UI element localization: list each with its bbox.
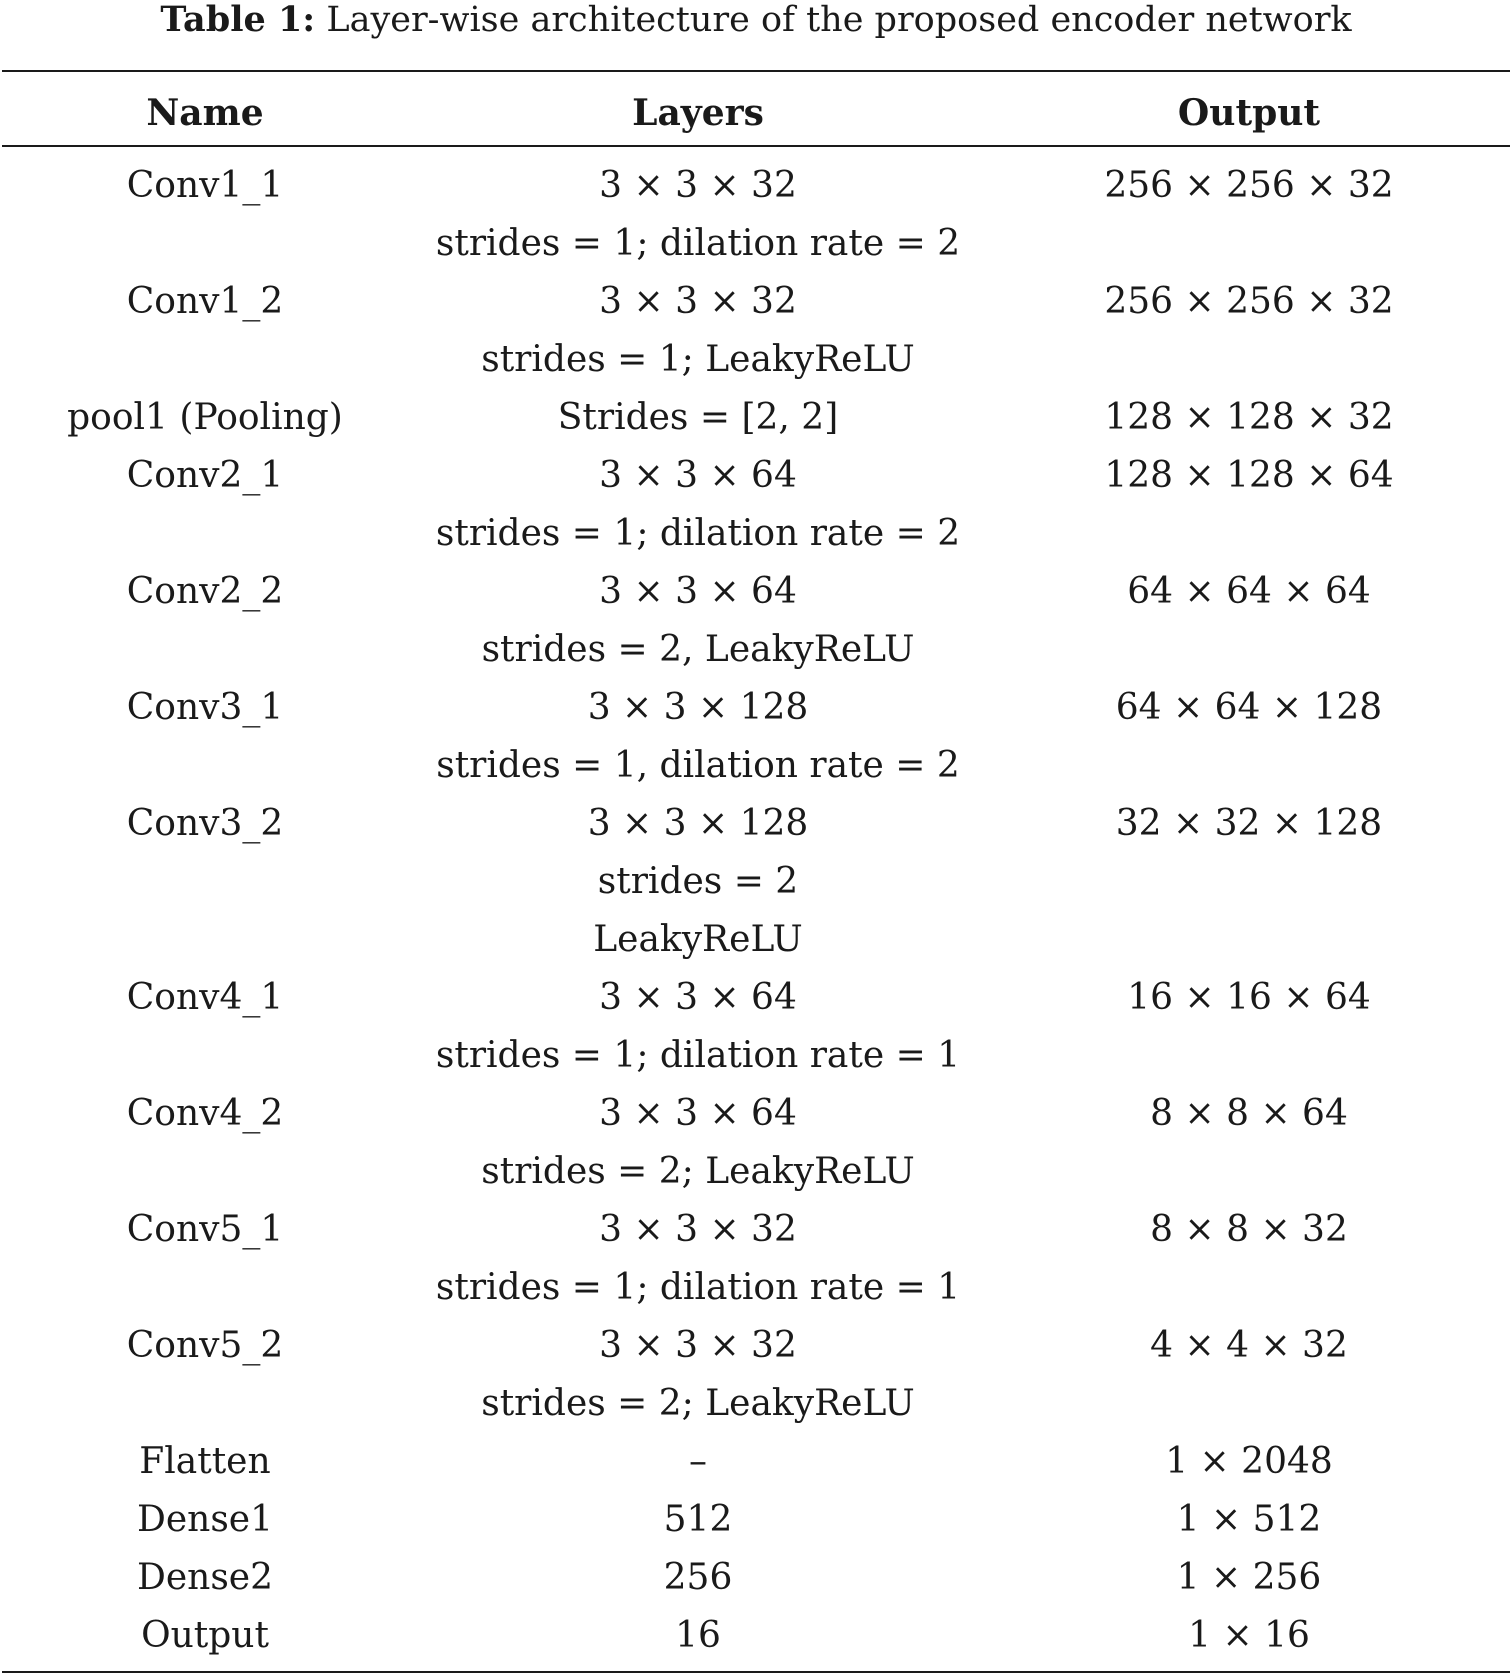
cell-name: Dense1 <box>136 1499 274 1540</box>
table-row <box>0 1201 1512 1317</box>
header-layers: Layers <box>632 92 764 134</box>
layer-spec-line: 3 × 3 × 64 <box>599 977 797 1018</box>
cell-name: pool1 (Pooling) <box>67 397 343 438</box>
table-row <box>0 1085 1512 1201</box>
cell-name: Conv3_2 <box>126 803 284 844</box>
cell-layers <box>410 273 986 389</box>
cell-layers <box>410 969 986 1085</box>
cell-output: 8 × 8 × 32 <box>1150 1209 1348 1250</box>
cell-name: Flatten <box>139 1441 271 1482</box>
cell-name: Conv1_1 <box>126 165 284 206</box>
cell-layers <box>410 157 986 273</box>
layer-spec-line: strides = 2; LeakyReLU <box>481 1151 915 1192</box>
cell-name: Conv5_2 <box>126 1325 284 1366</box>
layer-spec-line: Strides = [2, 2] <box>557 397 839 438</box>
cell-layers <box>410 1201 986 1317</box>
cell-output: 128 × 128 × 32 <box>1104 397 1394 438</box>
bottom-rule <box>2 1671 1510 1673</box>
layer-spec-line: 3 × 3 × 128 <box>587 687 809 728</box>
cell-layers <box>410 1317 986 1433</box>
layer-spec-line: LeakyReLU <box>593 919 803 960</box>
cell-output: 32 × 32 × 128 <box>1115 803 1383 844</box>
layer-spec-line: 3 × 3 × 64 <box>599 455 797 496</box>
cell-output: 16 × 16 × 64 <box>1127 977 1371 1018</box>
cell-output: 128 × 128 × 64 <box>1104 455 1394 496</box>
table-caption <box>0 0 1512 40</box>
cell-layers <box>410 563 986 679</box>
cell-output: 64 × 64 × 64 <box>1127 571 1371 612</box>
cell-output: 4 × 4 × 32 <box>1150 1325 1348 1366</box>
cell-layers <box>410 1433 986 1491</box>
cell-output: 256 × 256 × 32 <box>1104 165 1394 206</box>
layer-spec-line: strides = 1; dilation rate = 2 <box>435 223 961 264</box>
table-row <box>0 1491 1512 1549</box>
cell-output: 64 × 64 × 128 <box>1115 687 1383 728</box>
table-row <box>0 1607 1512 1665</box>
layer-spec-line: 3 × 3 × 64 <box>599 571 797 612</box>
cell-name: Conv4_2 <box>126 1093 284 1134</box>
cell-output: 256 × 256 × 32 <box>1104 281 1394 322</box>
cell-layers <box>410 447 986 563</box>
cell-output: 1 × 2048 <box>1165 1441 1333 1482</box>
table-row <box>0 1433 1512 1491</box>
layer-spec-line: 512 <box>663 1499 733 1540</box>
layer-spec-line: strides = 1; dilation rate = 2 <box>435 513 961 554</box>
top-rule <box>2 70 1510 72</box>
table-row <box>0 679 1512 795</box>
layer-spec-line: 16 <box>675 1615 721 1656</box>
layer-spec-line: strides = 1, dilation rate = 2 <box>436 745 960 786</box>
caption-text: Layer-wise architecture of the proposed encoder network <box>315 0 1352 40</box>
header-output: Output <box>1177 92 1321 134</box>
table-row <box>0 273 1512 389</box>
cell-name: Conv4_1 <box>126 977 284 1018</box>
cell-name: Conv1_2 <box>126 281 284 322</box>
layer-spec-line: 3 × 3 × 32 <box>599 1209 797 1250</box>
layer-spec-line: 256 <box>663 1557 733 1598</box>
cell-name: Conv2_1 <box>126 455 284 496</box>
table-row <box>0 969 1512 1085</box>
layer-spec-line: strides = 2, LeakyReLU <box>481 629 915 670</box>
cell-layers <box>410 679 986 795</box>
cell-name: Dense2 <box>136 1557 274 1598</box>
layer-spec-line: strides = 1; LeakyReLU <box>481 339 915 380</box>
cell-name: Conv2_2 <box>126 571 284 612</box>
cell-output: 8 × 8 × 64 <box>1150 1093 1348 1134</box>
layer-spec-line: 3 × 3 × 32 <box>599 1325 797 1366</box>
layer-spec-line: 3 × 3 × 32 <box>599 281 797 322</box>
cell-name: Conv3_1 <box>126 687 284 728</box>
cell-layers <box>410 1549 986 1607</box>
layer-spec-line: strides = 2; LeakyReLU <box>481 1383 915 1424</box>
table-row <box>0 563 1512 679</box>
table-row <box>0 389 1512 447</box>
layer-spec-line: strides = 1; dilation rate = 1 <box>435 1035 961 1076</box>
layer-spec-line: 3 × 3 × 32 <box>599 165 797 206</box>
header-rule <box>2 145 1510 147</box>
cell-layers <box>410 795 986 969</box>
caption-label: Table 1: <box>160 0 316 40</box>
cell-name: Output <box>141 1615 269 1656</box>
layer-spec-line: strides = 2 <box>597 861 799 902</box>
layer-spec-line: 3 × 3 × 64 <box>599 1093 797 1134</box>
cell-layers <box>410 1085 986 1201</box>
table-row <box>0 447 1512 563</box>
layer-spec-line: 3 × 3 × 128 <box>587 803 809 844</box>
table-row <box>0 1317 1512 1433</box>
cell-output: 1 × 256 <box>1176 1557 1322 1598</box>
cell-output: 1 × 16 <box>1188 1615 1310 1656</box>
cell-layers <box>410 389 986 447</box>
layer-spec-line: – <box>689 1441 707 1482</box>
cell-layers <box>410 1491 986 1549</box>
cell-layers <box>410 1607 986 1665</box>
table-body <box>0 157 1512 1665</box>
cell-output: 1 × 512 <box>1176 1499 1322 1540</box>
cell-name: Conv5_1 <box>126 1209 284 1250</box>
table-row <box>0 157 1512 273</box>
table-header <box>0 84 1512 142</box>
table-row <box>0 795 1512 969</box>
layer-spec-line: strides = 1; dilation rate = 1 <box>435 1267 961 1308</box>
table-row <box>0 1549 1512 1607</box>
header-name: Name <box>146 92 264 134</box>
